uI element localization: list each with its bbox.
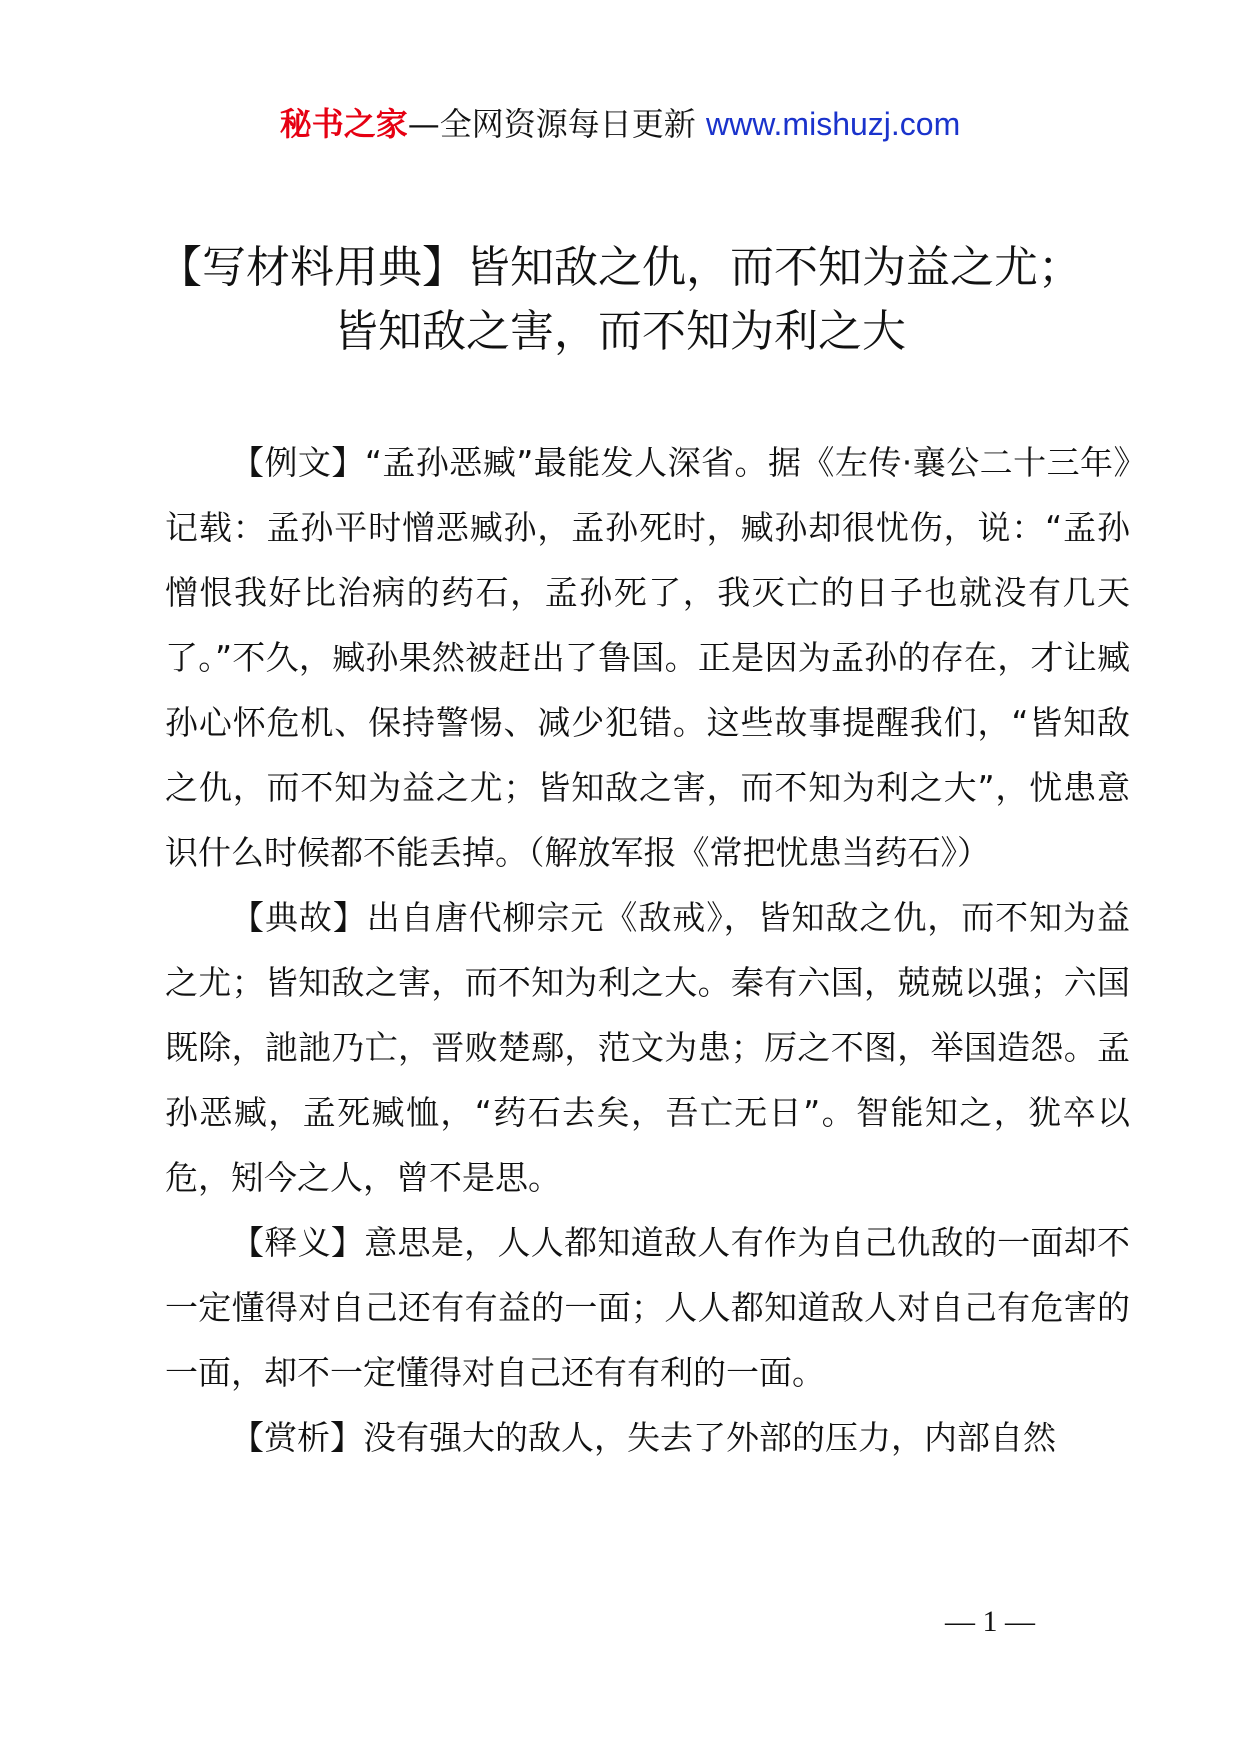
- document-body: [165, 430, 1130, 1470]
- site-url-link[interactable]: www.mishuzj.com: [705, 106, 961, 142]
- brand-name: 秘书之家: [279, 105, 408, 143]
- paragraph-appreciation: 【赏析】没有强大的敌人，失去了外部的压力，内部自然: [231, 1418, 1056, 1457]
- title-line-2: 皆知敌之害，而不知为利之大: [334, 306, 906, 357]
- paragraph-meaning: 【释义】意思是，人人都知道敌人有作为自己仇敌的一面却不一定懂得对自己还有有益的一面；人人都知道敌人对自己有危害的一面，却不一定懂得对自己还有有利的一面。: [165, 1223, 1130, 1392]
- title-line-1: 【写材料用典】皆知敌之仇，而不知为益之尤；: [158, 242, 1082, 293]
- brand-slogan: —全网资源每日更新: [407, 105, 696, 143]
- site-banner: [0, 100, 1240, 148]
- paragraph-allusion: 【典故】出自唐代柳宗元《敌戒》，皆知敌之仇，而不知为益之尤；皆知敌之害，而不知为利之大。秦有六国，兢兢以强；六国既除，訑訑乃亡，晋败楚鄢，范文为患；厉之不图，举国造怨。孟孙恶臧，孟死臧恤，“药石去矣，吾亡无日”。智能知之，犹卒以危，矧今之人，曾不是思。: [165, 898, 1130, 1197]
- paragraph-example: 【例文】“孟孙恶臧”最能发人深省。据《左传·襄公二十三年》记载：孟孙平时憎恶臧孙，孟孙死时，臧孙却很忧伤，说：“孟孙憎恨我好比治病的药石，孟孙死了，我灭亡的日子也就没有几天了。”不久，臧孙果然被赶出了鲁国。正是因为孟孙的存在，才让臧孙心怀危机、保持警惕、减少犯错。这些故事提醒我们，“皆知敌之仇，而不知为益之尤；皆知敌之害，而不知为利之大”，忧患意识什么时候都不能丢掉。（解放军报《常把忧患当药石》）: [165, 443, 1130, 872]
- page-number: — 1 —: [945, 1605, 1035, 1638]
- document-title: [100, 236, 1140, 364]
